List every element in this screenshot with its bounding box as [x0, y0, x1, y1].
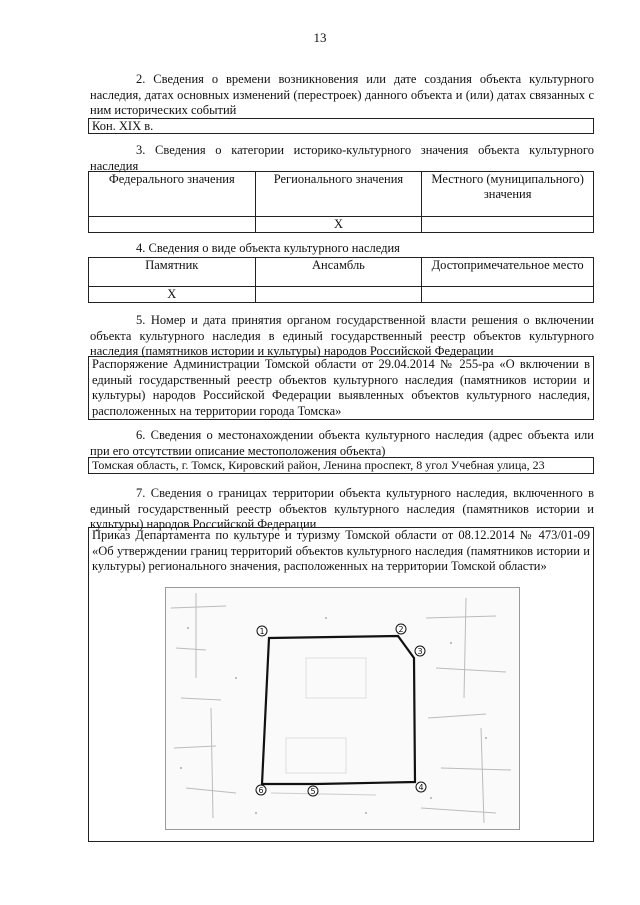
point-label-6: 6 — [258, 786, 264, 795]
type-table — [88, 257, 594, 303]
boundary-point-6 — [256, 785, 266, 795]
point-label-1: 1 — [259, 627, 265, 636]
section-7-value: Приказ Департамента по культуре и туризму Томской области от 08.12.2014 № 473/01-09 «Об утверждении границ территорий объектов культурного наследия (памятников истории и культуры) регионального значения, расположенных на территории Томской области» — [92, 528, 590, 573]
mark-landmark — [422, 287, 594, 303]
point-label-3: 3 — [417, 647, 423, 656]
boundary-points — [256, 624, 426, 796]
header-landmark: Достопримечательное место — [422, 258, 594, 287]
section-5-heading: 5. Номер и дата принятия органом государственной власти решения о включении объекта культурного наследия в единый государственный реестр объектов культурного наследия (памятников истории и культуры) народов Российской Федерации — [90, 313, 594, 358]
header-ensemble: Ансамбль — [255, 258, 422, 287]
mark-regional: Х — [255, 217, 422, 233]
boundary-point-2 — [396, 624, 406, 634]
section-3-heading: 3. Сведения о категории историко-культурного значения объекта культурного наследия — [90, 143, 594, 173]
map-background-lines — [171, 593, 511, 823]
section-7-heading: 7. Сведения о границах территории объекта культурного наследия, включенного в единый государственный реестр объектов культурного наследия (памятников истории и культуры) народов Российской Федерации — [90, 486, 594, 531]
section-2-heading: 2. Сведения о времени возникновения или дате создания объекта культурного наследия, датах основных изменений (перестроек) данного объекта и (или) датах связанных с ним исторических событий — [90, 72, 594, 117]
mark-monument: Х — [89, 287, 256, 303]
section-5-value: Распоряжение Администрации Томской области от 29.04.2014 № 255-ра «О включении в единый государственный реестр объектов культурного наследия (памятников истории и культуры) народов Российской Федерации выявленных объектов культурного наследия, расположенных на территории города Томска» — [88, 356, 594, 420]
header-local: Местного (муниципального) значения — [422, 172, 594, 217]
boundary-point-1 — [257, 626, 267, 636]
mark-ensemble — [255, 287, 422, 303]
boundary-map-svg — [166, 588, 519, 829]
boundary-point-3 — [415, 646, 425, 656]
page-number: 13 — [313, 30, 327, 45]
mark-local — [422, 217, 594, 233]
point-label-5: 5 — [310, 787, 316, 796]
section-6-value: Томская область, г. Томск, Кировский район, Ленина проспект, 8 угол Учебная улица, 23 — [88, 457, 594, 474]
category-table — [88, 171, 594, 233]
section-6-heading: 6. Сведения о местонахождении объекта культурного наследия (адрес объекта или при его отсутствии описание местоположения объекта) — [90, 428, 594, 458]
point-label-2: 2 — [398, 625, 404, 634]
header-regional: Регионального значения — [255, 172, 422, 217]
section-4-heading: 4. Сведения о виде объекта культурного наследия — [136, 241, 400, 255]
boundary-point-5 — [308, 786, 318, 796]
boundary-point-4 — [416, 782, 426, 792]
mark-federal — [89, 217, 256, 233]
boundary-map — [165, 587, 520, 830]
point-label-4: 4 — [418, 783, 424, 792]
section-2-value: Кон. XIX в. — [88, 118, 594, 134]
header-federal: Федерального значения — [89, 172, 256, 217]
header-monument: Памятник — [89, 258, 256, 287]
